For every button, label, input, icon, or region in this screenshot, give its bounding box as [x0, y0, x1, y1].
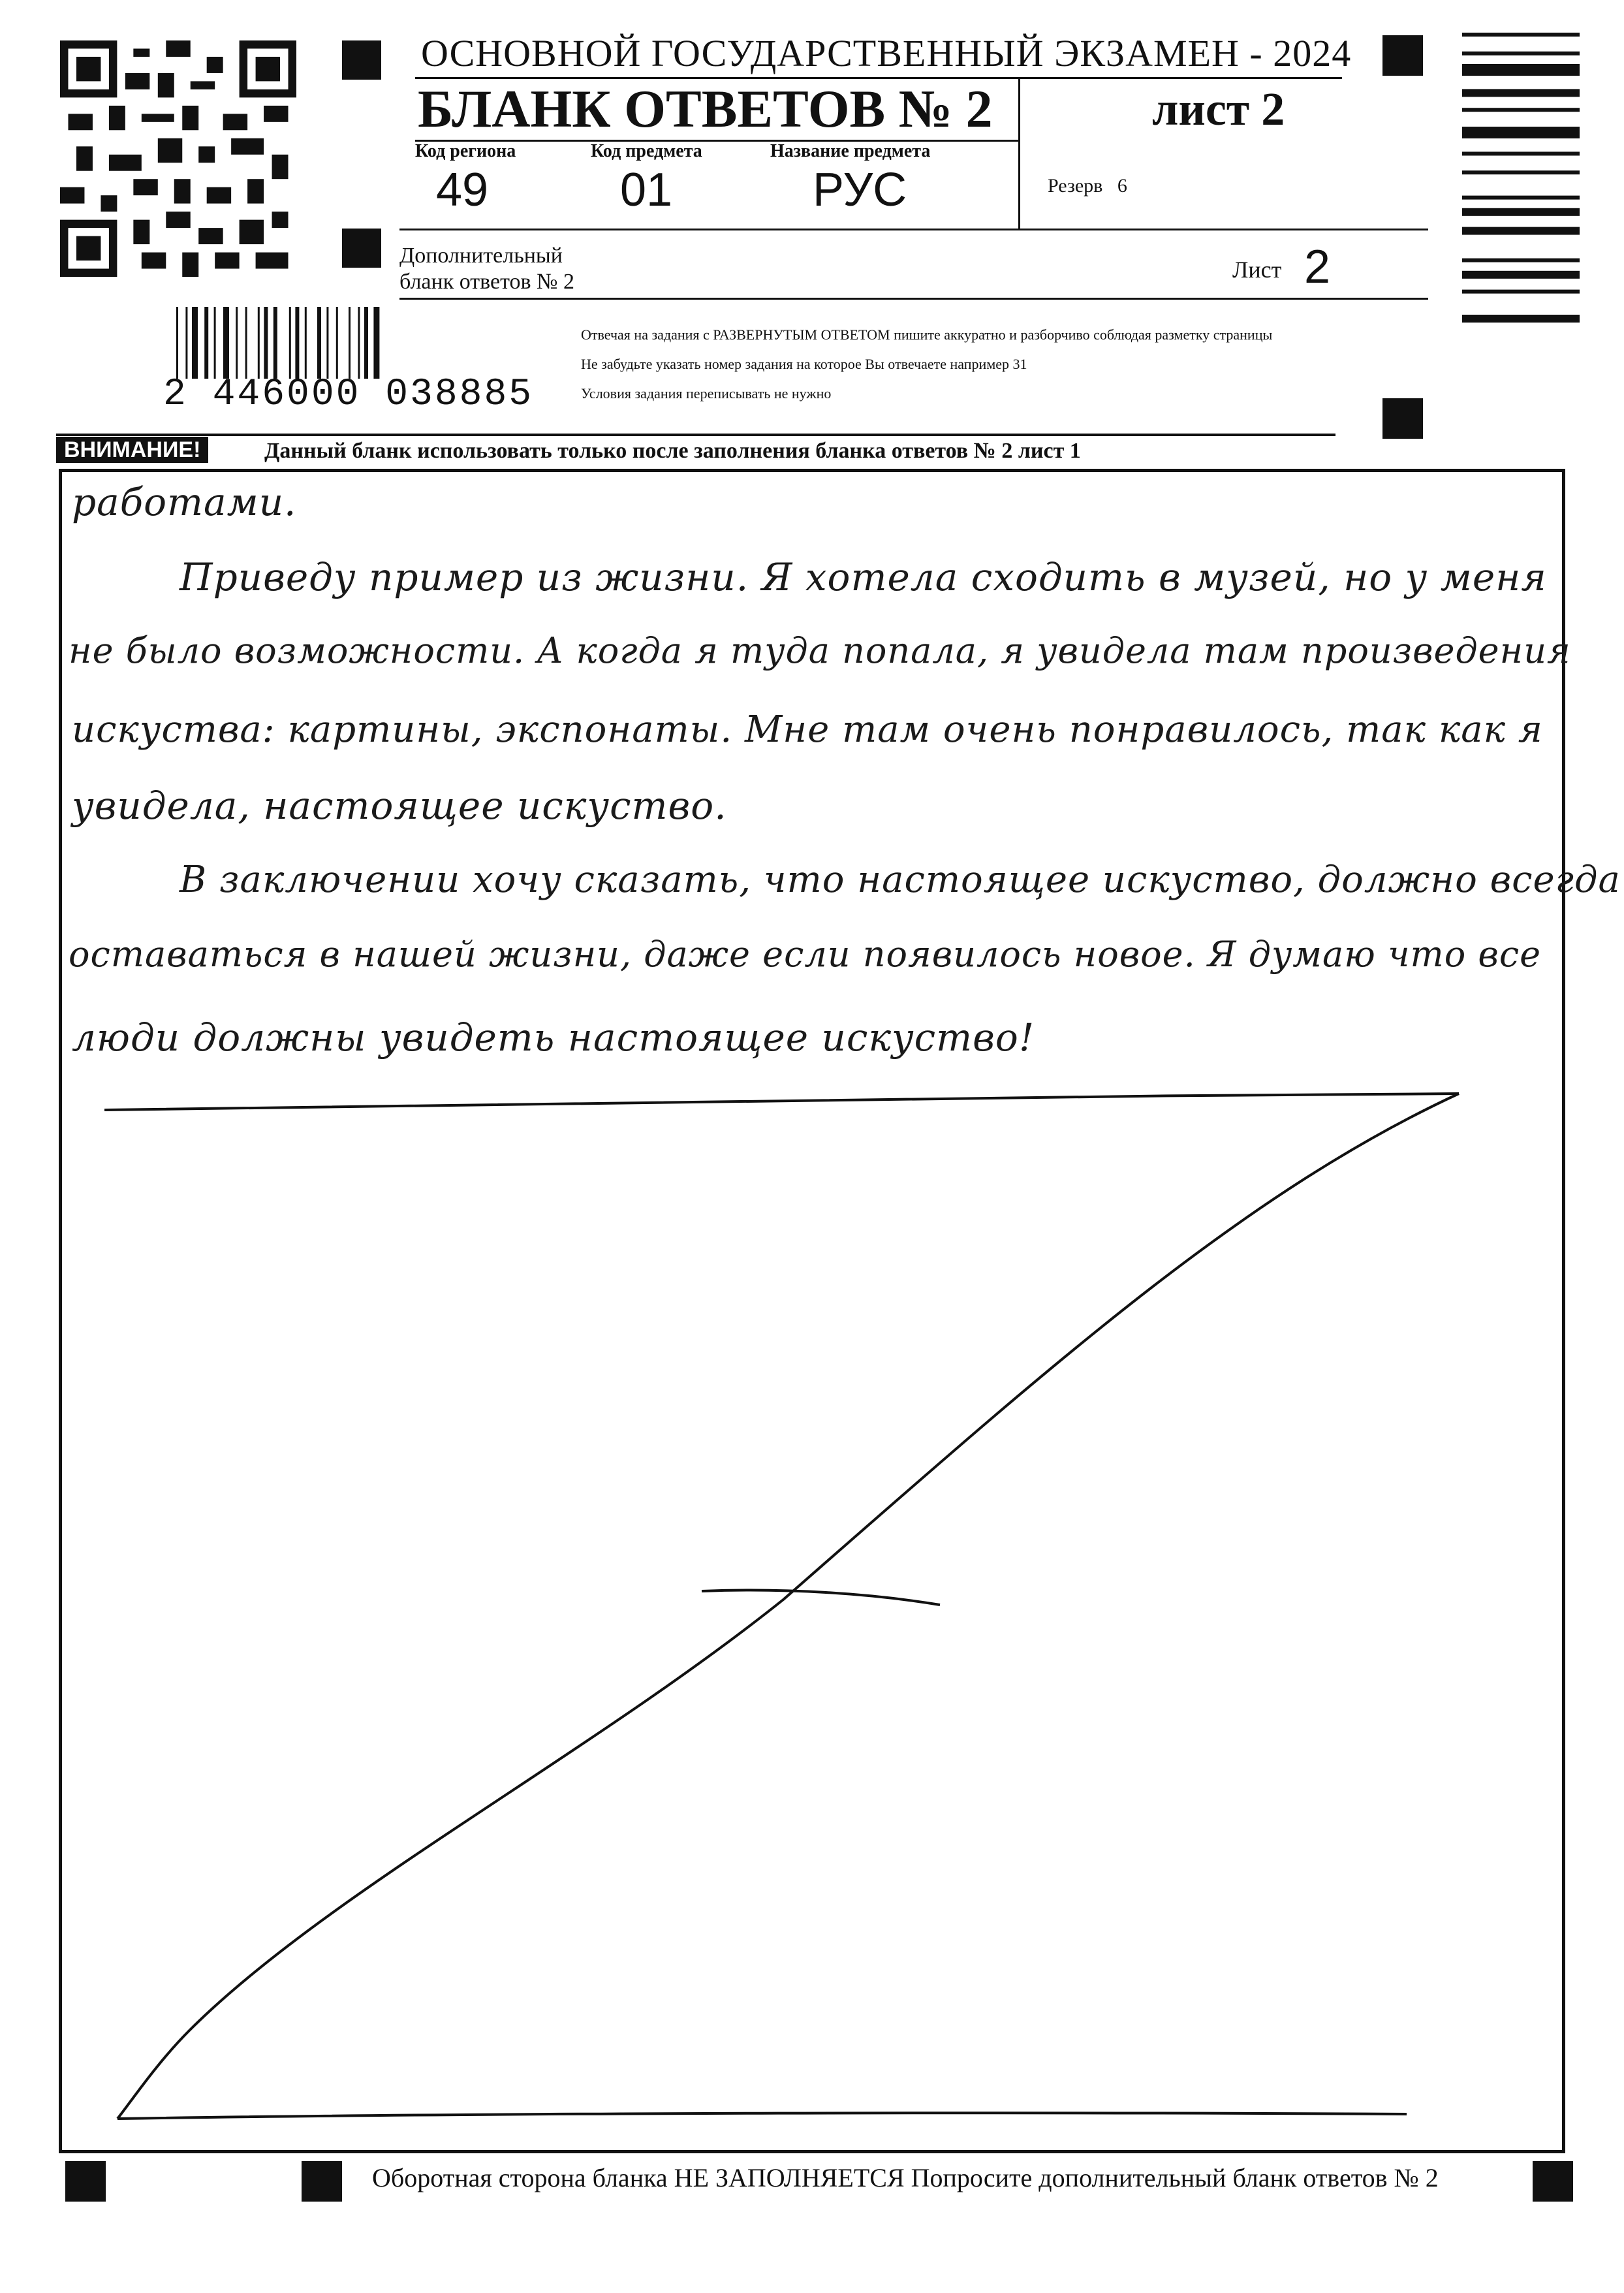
attention-text: Данный бланк использовать только после заполнения бланка ответов № 2 лист 1 [264, 439, 1081, 463]
additional-form-line2: бланк ответов № 2 [399, 270, 574, 294]
side-barcode [1462, 33, 1580, 424]
alignment-mark-bottom-right [1533, 2161, 1573, 2202]
list-number: 2 [1304, 241, 1331, 293]
alignment-mark-bottom-mid [302, 2161, 342, 2202]
footer-note: Оборотная сторона бланка НЕ ЗАПОЛНЯЕТСЯ Попросите дополнительный бланк ответов № 2 [372, 2163, 1439, 2192]
alignment-mark-top-left [342, 40, 381, 80]
subject-name-label: Название предмета [770, 141, 931, 161]
alignment-mark-top-right [1382, 35, 1423, 76]
divider [1018, 77, 1020, 229]
divider [399, 229, 1428, 230]
region-code-label: Код региона [415, 141, 516, 161]
answer-line-4: искуства: картины, экспонаты. Мне там очень понравилось, так как я [72, 708, 1543, 751]
additional-form-line1: Дополнительный [399, 244, 563, 268]
barcode-number: 2 446000 038885 [163, 373, 534, 416]
instruction-3: Условия задания переписывать не нужно [581, 385, 832, 402]
instruction-2: Не забудьте указать номер задания на которое Вы отвечаете например 31 [581, 356, 1027, 372]
answer-line-8: люди должны увидеть настоящее искуство! [72, 1015, 1035, 1060]
reserve-label: Резерв [1048, 175, 1103, 197]
subject-name: РУС [813, 164, 907, 216]
answer-line-7: оставаться в нашей жизни, даже если появилось новое. Я думаю что все [69, 934, 1542, 975]
reserve [1048, 175, 1127, 197]
answer-line-3: не было возможности. А когда я туда попала, я увидела там произведения [69, 630, 1571, 671]
additional-form-label [399, 243, 574, 295]
alignment-mark-mid-left [342, 229, 381, 268]
alignment-mark-bottom-left [65, 2161, 106, 2202]
alignment-mark-mid-right [1382, 398, 1423, 439]
barcode [176, 307, 529, 379]
form-title: БЛАНК ОТВЕТОВ № 2 [418, 79, 993, 138]
reserve-value: 6 [1117, 175, 1127, 197]
answer-line-6: В заключении хочу сказать, что настоящее искуство, должно всегда [180, 859, 1621, 901]
attention-badge: ВНИМАНИЕ! [56, 437, 208, 463]
list-label: Лист [1232, 257, 1282, 283]
answer-line-5: увидела, настоящее искуство. [72, 783, 727, 828]
subject-code: 01 [620, 164, 673, 216]
sheet-label: лист 2 [1152, 83, 1285, 135]
answer-line-1: работами. [72, 480, 297, 524]
region-code: 49 [436, 164, 489, 216]
answer-line-2: Приведу пример из жизни. Я хотела сходить в музей, но у меня [180, 555, 1547, 599]
divider [399, 298, 1428, 300]
subject-code-label: Код предмета [591, 141, 702, 161]
qr-code [60, 40, 296, 277]
exam-title: ОСНОВНОЙ ГОСУДАРСТВЕННЫЙ ЭКЗАМЕН - 2024 [421, 32, 1352, 74]
instruction-1: Отвечая на задания с РАЗВЕРНУТЫМ ОТВЕТОМ пишите аккуратно и разборчиво соблюдая разметку страницы [581, 326, 1273, 343]
divider [56, 434, 1335, 436]
